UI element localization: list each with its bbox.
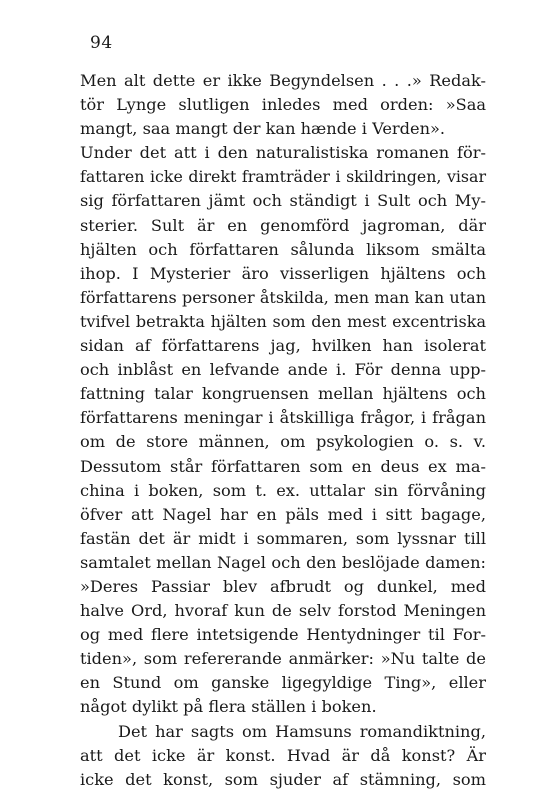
text-line: fattning talar kongruensen mellan hjältens och bbox=[80, 384, 486, 404]
text-line: »Deres Passiar blev afbrudt og dunkel, med bbox=[80, 576, 486, 596]
text-line: tvifvel betrakta hjälten som den mest excentriska bbox=[80, 311, 486, 331]
text-line: halve Ord, hvoraf kun de selv forstod Meningen bbox=[80, 601, 486, 621]
text-line: tör Lynge slutligen inledes med orden: »Saa bbox=[80, 95, 486, 115]
text-line: og med flere intetsigende Hentydninger til For- bbox=[80, 625, 486, 645]
text-line: fastän det är midt i sommaren, som lyssnar till bbox=[80, 528, 486, 548]
text-line: ihop. I Mysterier äro visserligen hjältens och bbox=[80, 263, 486, 283]
body-text bbox=[80, 69, 486, 792]
text-line: samtalet mellan Nagel och den beslöjade damen: bbox=[80, 552, 486, 572]
text-line: författarens meningar i åtskilliga frågor, i frågan bbox=[80, 408, 486, 428]
text-line: något dylikt på flera ställen i boken. bbox=[80, 697, 377, 717]
text-line: Det har sagts om Hamsuns romandiktning, bbox=[118, 721, 486, 741]
text-line: en Stund om ganske ligegyldige Ting», eller bbox=[80, 673, 486, 693]
text-line: china i boken, som t. ex. uttalar sin förvåning bbox=[80, 480, 486, 500]
text-line: att det icke är konst. Hvad är då konst? Är bbox=[80, 745, 486, 765]
text-line: icke det konst, som sjuder af stämning, som bbox=[80, 769, 486, 789]
text-line: sidan af författarens jag, hvilken han isolerat bbox=[80, 336, 486, 356]
text-line: sterier. Sult är en genomförd jagroman, där bbox=[80, 215, 486, 235]
text-line: författarens personer åtskilda, men man kan utan bbox=[80, 287, 486, 307]
page-number: 94 bbox=[90, 33, 113, 53]
text-line: tiden», som refererande anmärker: »Nu talte de bbox=[80, 649, 486, 669]
text-line: Under det att i den naturalistiska romanen för- bbox=[80, 143, 486, 163]
text-line: mangt, saa mangt der kan hænde i Verden». bbox=[80, 119, 446, 139]
text-line: och inblåst en lefvande ande i. För denna upp- bbox=[80, 360, 486, 380]
text-line: sig författaren jämt och ständigt i Sult och My- bbox=[80, 191, 486, 211]
text-line: öfver att Nagel har en päls med i sitt bagage, bbox=[80, 504, 486, 524]
text-line: Dessutom står författaren som en deus ex ma- bbox=[80, 456, 486, 476]
text-line: om de store männen, om psykologien o. s. v. bbox=[80, 432, 486, 452]
text-line: hjälten och författaren sålunda liksom smälta bbox=[80, 239, 486, 259]
text-line: Men alt dette er ikke Begyndelsen . . .» Redak- bbox=[80, 71, 486, 90]
text-line: fattaren icke direkt framträder i skildringen, visar bbox=[80, 167, 486, 187]
